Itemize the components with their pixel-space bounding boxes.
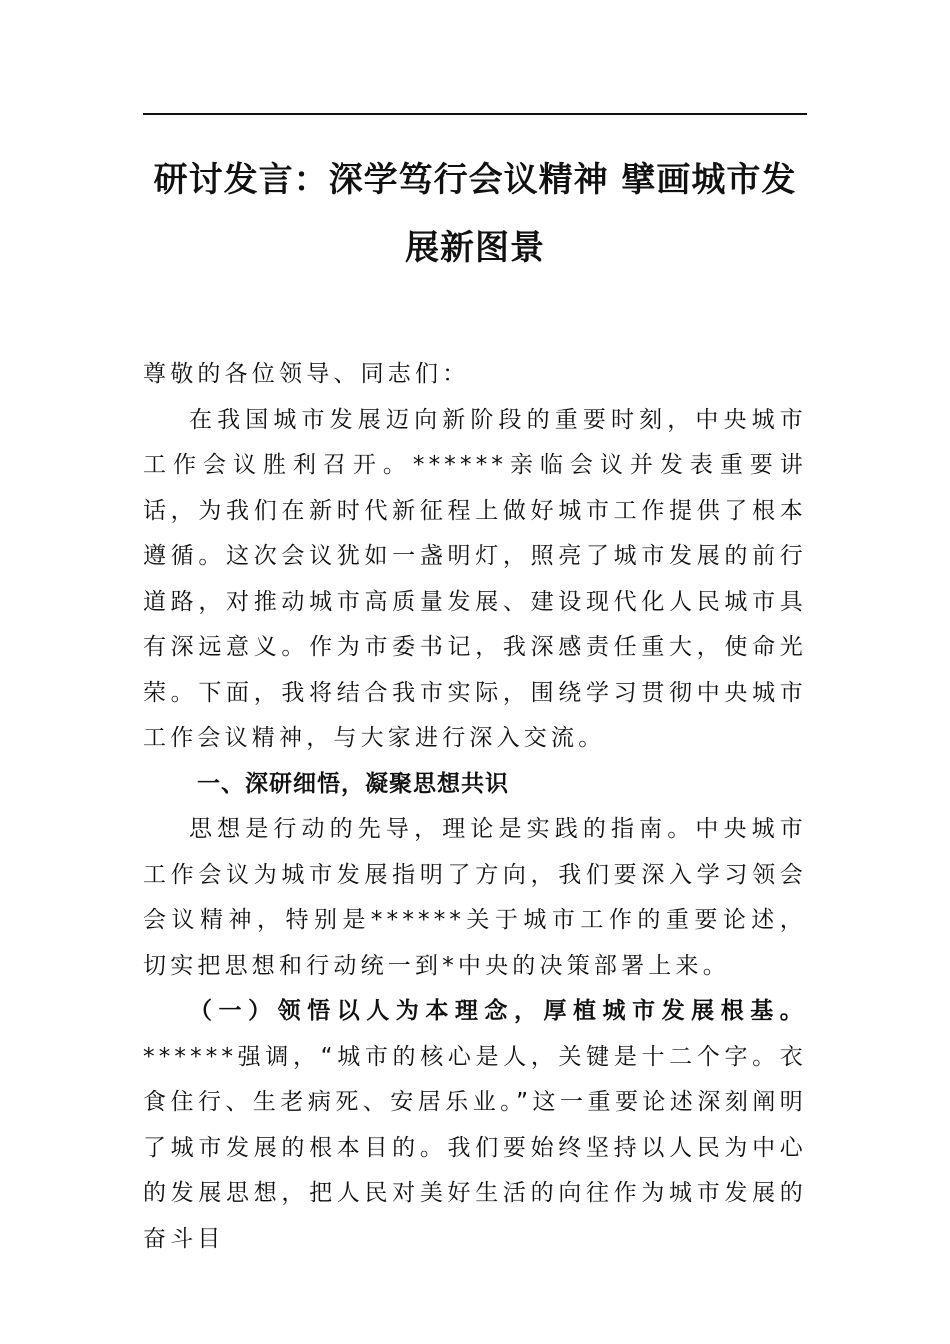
document-title: [143, 146, 807, 282]
section-1-paragraph: 思想是行动的先导，理论是实践的指南。中央城市工作会议为城市发展指明了方向，我们要深入学习领会会议精神，特别是******关于城市工作的重要论述，切实把思想和行动统一到*中央的决策部署上来。: [143, 816, 807, 979]
document-body: [143, 352, 807, 1262]
title-line-2: 展新图景: [405, 228, 545, 268]
title-line-1: 研讨发言：深学笃行会议精神 擘画城市发: [153, 160, 797, 200]
header-rule: [143, 113, 807, 115]
subsection-1-paragraph: [143, 989, 807, 1262]
intro-paragraph: 在我国城市发展迈向新阶段的重要时刻，中央城市工作会议胜利召开。******亲临会议并发表重要讲话，为我们在新时代新征程上做好城市工作提供了根本遵循。这次会议犹如一盏明灯，照亮了城市发展的前行道路，对推动城市高质量发展、建设现代化人民城市具有深远意义。作为市委书记，我深感责任重大，使命光荣。下面，我将结合我市实际，围绕学习贯彻中央城市工作会议精神，与大家进行深入交流。: [143, 406, 807, 751]
subsection-1-text: ******强调，“城市的核心是人，关键是十二个字。衣食住行、生老病死、安居乐业。”这一重要论述深刻阐明了城市发展的根本目的。我们要始终坚持以人民为中心的发展思想，把人民对美好生活的向往作为城市发展的奋斗目: [143, 1043, 807, 1252]
section-heading-1: 一、深研细悟，凝聚思想共识: [197, 770, 509, 797]
subsection-heading-1: （一）领悟以人为本理念，厚植城市发展根基。: [189, 998, 807, 1024]
salutation: 尊敬的各位领导、同志们：: [143, 361, 470, 387]
